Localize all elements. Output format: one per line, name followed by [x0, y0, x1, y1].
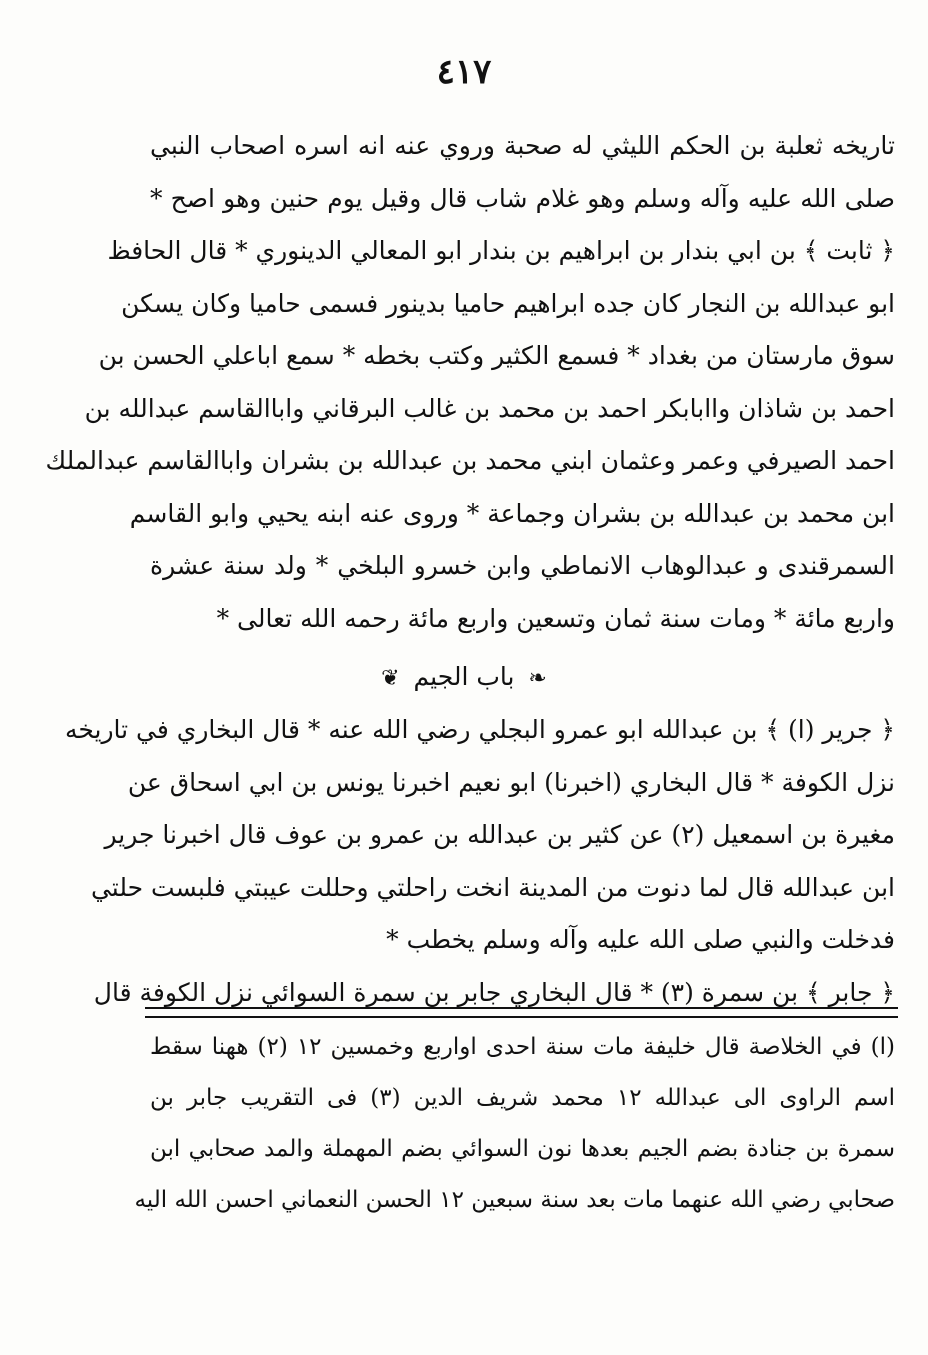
text-line: صلى الله عليه وآله وسلم وهو غلام شاب قال وقيل يوم حنين وهو اصح * [150, 183, 895, 213]
text-line: واربع مائة * ومات سنة ثمان وتسعين واربع مائة رحمه الله تعالى * [216, 603, 895, 633]
footnotes [134, 1022, 896, 1226]
section-heading-text: باب الجيم [413, 662, 515, 691]
main-text [45, 120, 895, 645]
text-line: نزل الكوفة * قال البخاري (اخبرنا) ابو نعيم اخبرنا يونس بن ابي اسحاق عن [127, 767, 895, 797]
footnote-line: سمرة بن جنادة بضم الجيم بعدها نون السوائي بضم المهملة والمد صحابي ابن [150, 1136, 895, 1162]
ornament-right-icon: ❧ [528, 666, 547, 691]
text-line: سوق مارستان من بغداد * فسمع الكثير وكتب بخطه * سمع اباعلي الحسن بن [98, 341, 895, 370]
text-line: ابن عبدالله قال لما دنوت من المدينة انخت راحلتي وحللت عيبتي فلبست حلتي [90, 872, 895, 902]
page-number: ٤١٧ [436, 52, 492, 92]
text-line: مغيرة بن اسمعيل (٢) عن كثير بن عبدالله بن عمرو بن عوف قال اخبرنا جرير [104, 820, 895, 849]
footnote-divider [145, 1016, 898, 1018]
text-line: ﴿ جرير (ا) ﴾ بن عبدالله ابو عمرو البجلي رضي الله عنه * قال البخاري في تاريخه [64, 715, 895, 744]
text-line: احمد الصيرفي وعمر وعثمان ابني محمد بن عبدالله بن بشران واباالقاسم عبدالملك [45, 446, 895, 475]
footnote-line: اسم الراوى الى عبدالله ١٢ محمد شريف الدين (٣) فى التقريب جابر بن [150, 1085, 896, 1111]
section-heading [0, 655, 928, 701]
footnote-divider [145, 1007, 898, 1009]
text-line: ابو عبدالله بن النجار كان جده ابراهيم حاميا بدينور فسمى حاميا وكان يسكن [121, 288, 895, 318]
ornament-left-icon: ❦ [381, 666, 400, 691]
entries-text [64, 704, 895, 1019]
footnote-line: (ا) في الخلاصة قال خليفة مات سنة احدى اواربع وخمسين ١٢ (٢) ههنا سقط [150, 1034, 895, 1060]
text-line: السمرقندى و عبدالوهاب الانماطي وابن خسرو البلخي * ولد سنة عشرة [150, 551, 895, 580]
text-line: فدخلت والنبي صلى الله عليه وآله وسلم يخطب * [386, 925, 895, 954]
text-line: تاريخه ثعلبة بن الحكم الليثي له صحبة وروي عنه انه اسره اصحاب النبي [150, 131, 895, 160]
text-line: ﴿ جابر ﴾ بن سمرة (٣) * قال البخاري جابر بن سمرة السوائي نزل الكوفة قال [93, 977, 895, 1007]
footnote-line: صحابي رضي الله عنهما مات بعد سنة سبعين ١٢ الحسن النعماني احسن الله اليه [134, 1187, 895, 1213]
text-line: ابن محمد بن عبدالله بن بشران وجماعة * وروى عنه ابنه يحيي وابو القاسم [129, 498, 895, 528]
text-line: احمد بن شاذان واابابكر احمد بن محمد بن غالب البرقاني واباالقاسم عبدالله بن [84, 393, 895, 423]
text-line: ﴿ ثابت ﴾ بن ابي بندار بن ابراهيم بن بندار ابو المعالي الدينوري * قال الحافظ [107, 236, 895, 265]
